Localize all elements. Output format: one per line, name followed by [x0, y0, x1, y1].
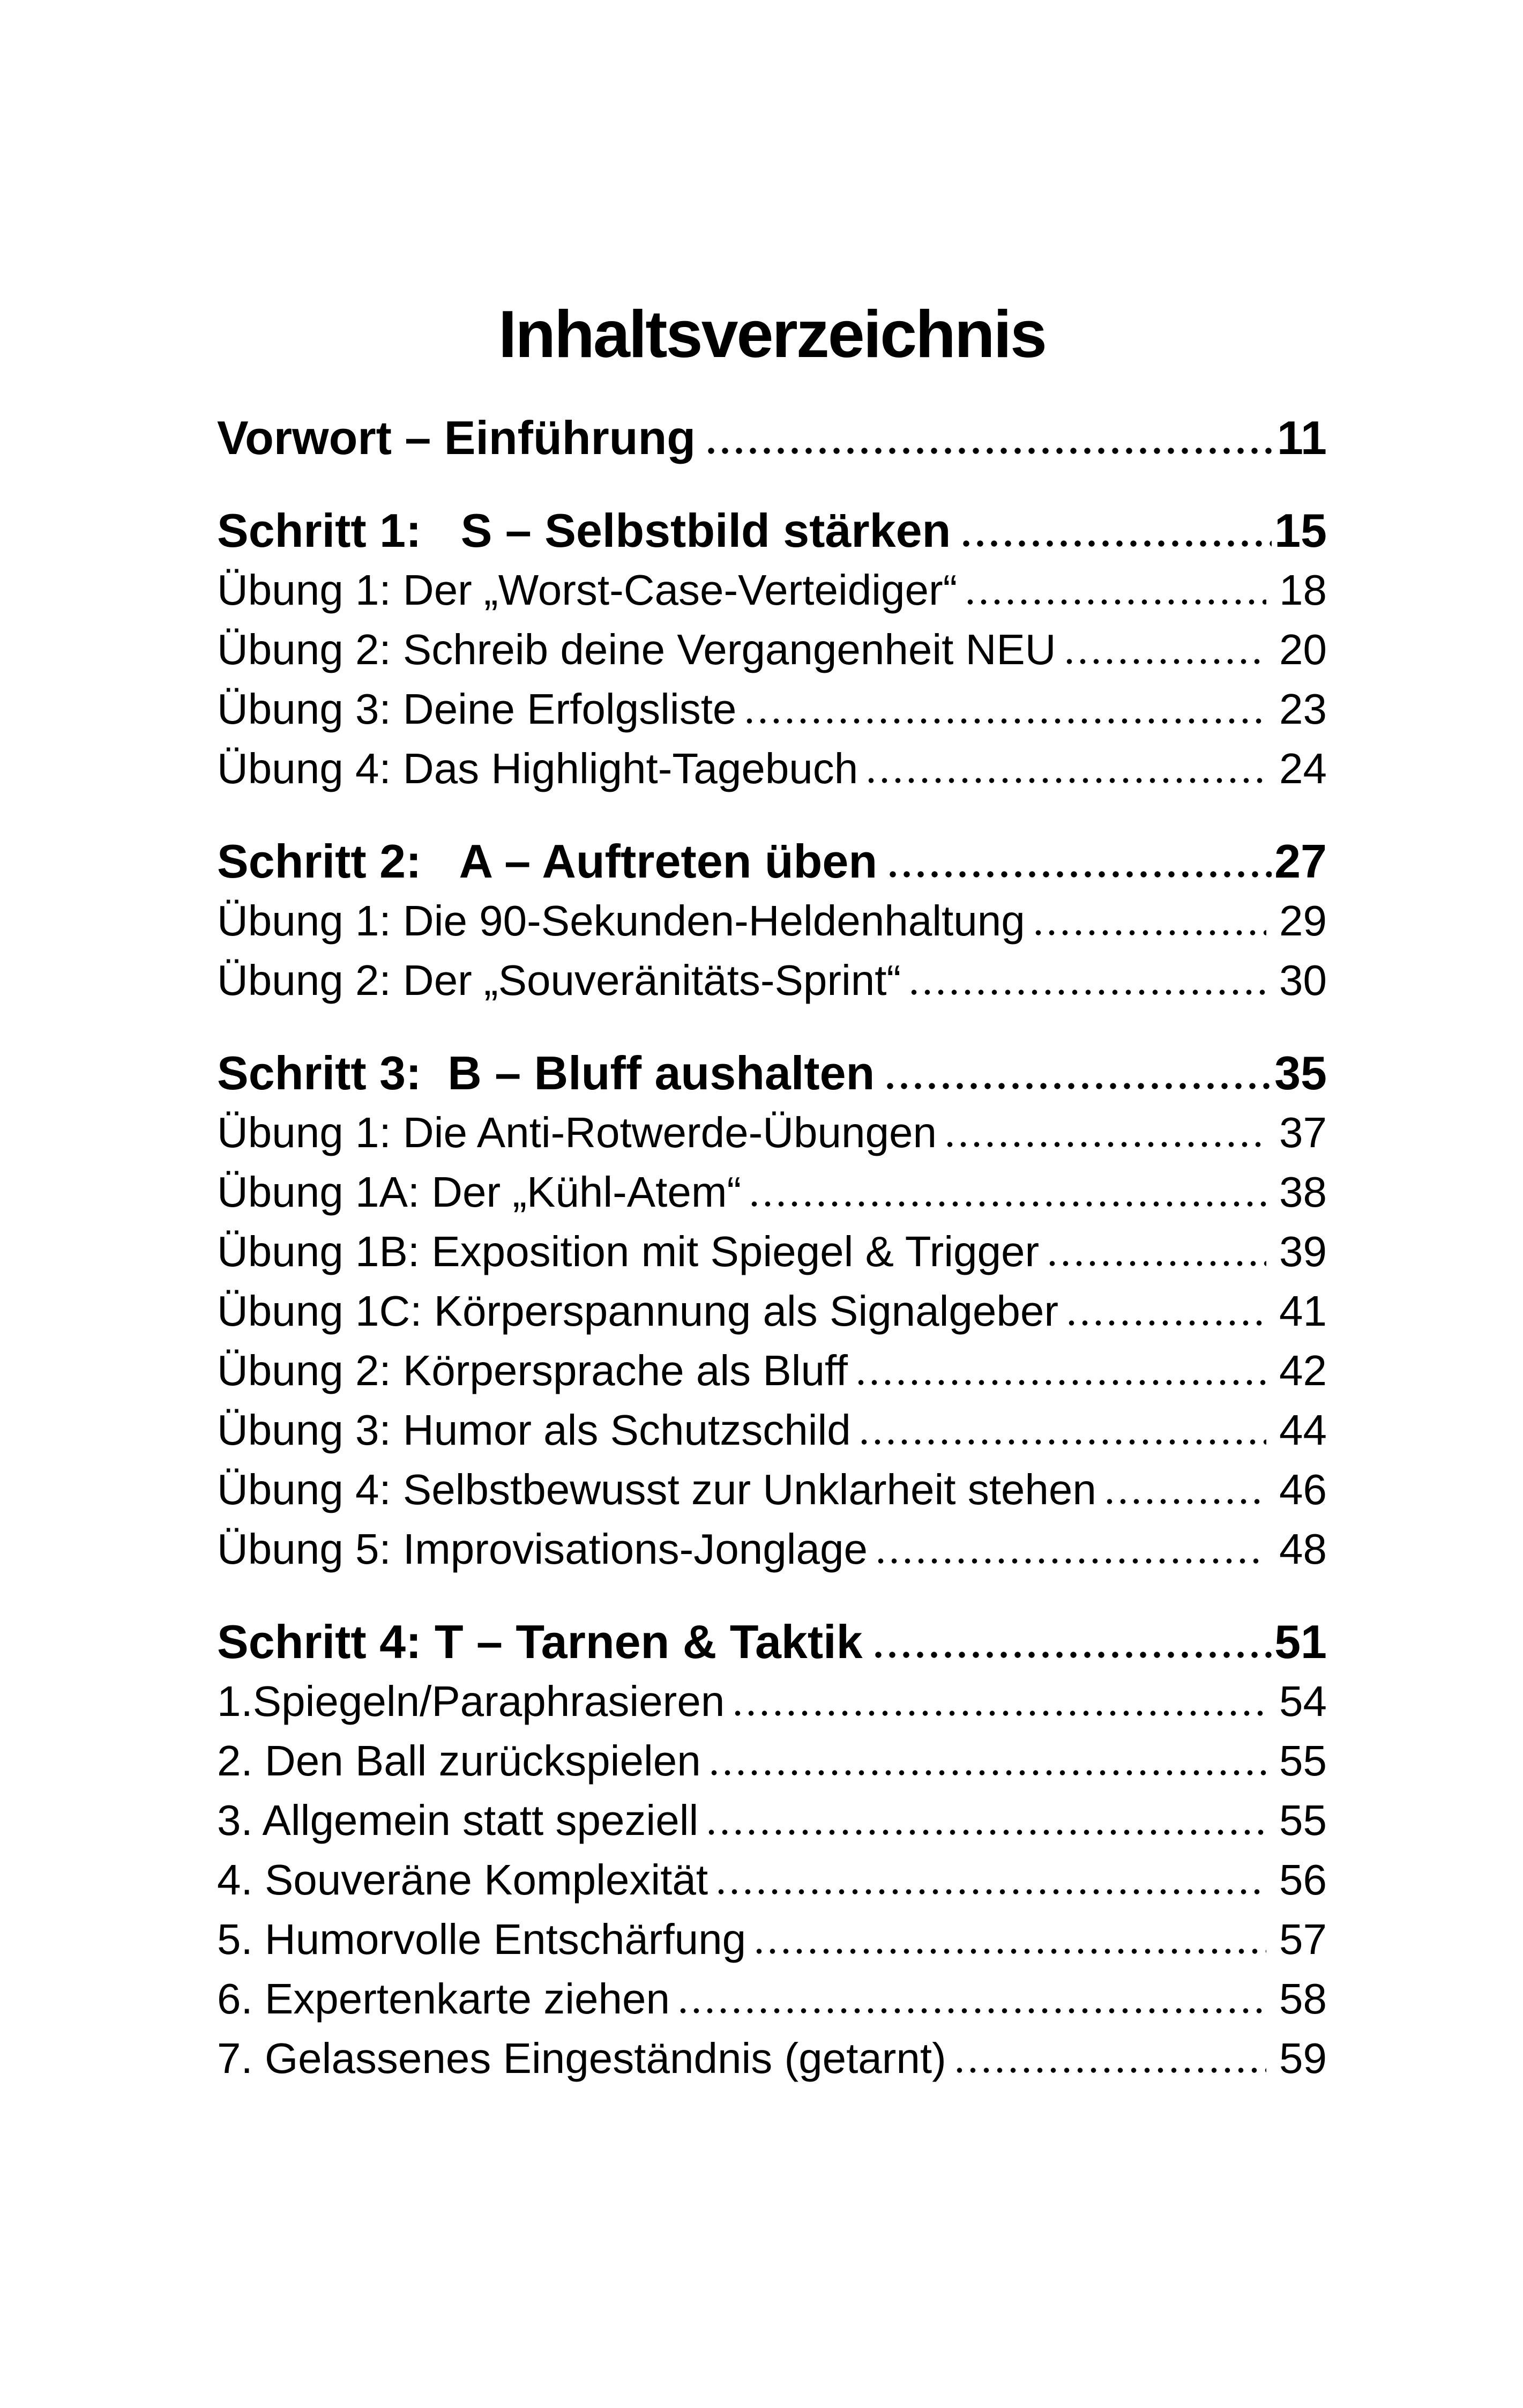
- toc-entry: [217, 1043, 1327, 1103]
- toc-leader-dots: [880, 1043, 1272, 1103]
- toc-entry: [217, 1731, 1327, 1790]
- toc-entry: [217, 679, 1327, 739]
- toc-entry: [217, 1909, 1327, 1969]
- toc-leader-dots: [1044, 1222, 1266, 1281]
- toc-leader-dots: [1102, 1460, 1266, 1519]
- toc-entry-label: 7. Gelassenes Eingeständnis (getarnt): [217, 2034, 946, 2082]
- toc-page-number: 51: [1274, 1615, 1327, 1668]
- toc-entry-label: Übung 2: Schreib deine Vergangenheit NEU: [217, 626, 1056, 673]
- toc-leader-dots: [742, 679, 1266, 739]
- toc-entry-label: Übung 2: Körpersprache als Bluff: [217, 1347, 848, 1394]
- toc-page-number: 38: [1279, 1168, 1327, 1216]
- toc-entry: [217, 1790, 1327, 1850]
- toc-entry-label: 2. Den Ball zurückspielen: [217, 1737, 701, 1785]
- toc-entry: [217, 2028, 1327, 2088]
- toc-entry-label: Übung 1: Der „Worst-Case-Verteidiger“: [217, 566, 958, 614]
- toc-entry: [217, 1222, 1327, 1281]
- toc-entry: [217, 560, 1327, 620]
- toc-entry: [217, 1850, 1327, 1909]
- toc-page-number: 54: [1279, 1677, 1327, 1725]
- toc-leader-dots: [956, 501, 1272, 560]
- toc-page-number: 27: [1274, 835, 1327, 888]
- toc-page-number: 18: [1279, 566, 1327, 614]
- toc-page-number: 24: [1279, 745, 1327, 792]
- toc-entry-label: Übung 4: Selbstbewusst zur Unklarheit stehen: [217, 1466, 1096, 1513]
- toc-entry-label: Übung 1C: Körperspannung als Signalgeber: [217, 1287, 1058, 1335]
- toc-entry-label: Übung 3: Humor als Schutzschild: [217, 1406, 851, 1454]
- toc-leader-dots: [883, 831, 1272, 891]
- toc-leader-dots: [751, 1909, 1266, 1969]
- toc-leader-dots: [853, 1341, 1266, 1400]
- toc-page-number: 37: [1279, 1109, 1327, 1156]
- toc-leader-dots: [942, 1103, 1266, 1162]
- toc-leader-dots: [730, 1671, 1266, 1731]
- toc-entry: [217, 620, 1327, 679]
- toc-page-number: 39: [1279, 1228, 1327, 1275]
- toc-page-number: 57: [1279, 1915, 1327, 1963]
- toc-entry: [217, 1400, 1327, 1460]
- toc-leader-dots: [863, 739, 1266, 798]
- toc-entry: [217, 739, 1327, 798]
- toc-page-number: 20: [1279, 626, 1327, 673]
- toc-page-number: 30: [1279, 956, 1327, 1004]
- toc-entry-label: Vorwort – Einführung: [217, 411, 696, 464]
- toc-entry-label: Übung 5: Improvisations-Jonglage: [217, 1525, 868, 1573]
- toc-leader-dots: [1062, 620, 1267, 679]
- toc-page-number: 42: [1279, 1347, 1327, 1394]
- page-title: Inhaltsverzeichnis: [498, 298, 1046, 371]
- toc-entry-label: 5. Humorvolle Entschärfung: [217, 1915, 746, 1963]
- toc-entry: [217, 1341, 1327, 1400]
- toc-leader-dots: [701, 408, 1274, 467]
- toc-entry-label: Schritt 4: T – Tarnen & Taktik: [217, 1615, 863, 1668]
- toc-page-number: 56: [1279, 1856, 1327, 1904]
- toc-page-number: 35: [1274, 1046, 1327, 1099]
- toc-entry-label: Übung 1B: Exposition mit Spiegel & Trigger: [217, 1228, 1040, 1275]
- toc-entry: [217, 501, 1327, 560]
- toc-entry-label: 3. Allgemein statt speziell: [217, 1796, 699, 1844]
- toc-leader-dots: [1031, 891, 1266, 950]
- toc-entry: [217, 1103, 1327, 1162]
- toc-leader-dots: [868, 1612, 1272, 1671]
- toc-page-number: 59: [1279, 2034, 1327, 2082]
- toc-leader-dots: [1064, 1281, 1266, 1341]
- toc-entry-label: Übung 1: Die Anti-Rotwerde-Übungen: [217, 1109, 937, 1156]
- toc-entry-label: Schritt 1: S – Selbstbild stärken: [217, 504, 951, 557]
- toc-entry-label: 6. Expertenkarte ziehen: [217, 1975, 670, 2023]
- toc-leader-dots: [704, 1790, 1266, 1850]
- toc-leader-dots: [746, 1162, 1266, 1222]
- toc-entry-label: Übung 3: Deine Erfolgsliste: [217, 685, 737, 733]
- toc-entry-label: Übung 1A: Der „Kühl-Atem“: [217, 1168, 742, 1216]
- toc-page-number: 23: [1279, 685, 1327, 733]
- toc-entry-label: Übung 2: Der „Souveränitäts-Sprint“: [217, 956, 901, 1004]
- toc-page-number: 55: [1279, 1796, 1327, 1844]
- toc-entry: [217, 1460, 1327, 1519]
- toc-leader-dots: [952, 2028, 1266, 2088]
- toc-entry: [217, 1519, 1327, 1579]
- toc-list: [217, 408, 1327, 2088]
- toc-entry: [217, 1612, 1327, 1671]
- toc-page-number: 11: [1276, 411, 1327, 464]
- toc-leader-dots: [675, 1969, 1266, 2028]
- toc-leader-dots: [706, 1731, 1266, 1790]
- toc-entry: [217, 408, 1327, 467]
- toc-entry-label: Schritt 2: A – Auftreten üben: [217, 835, 878, 888]
- toc-page-number: 55: [1279, 1737, 1327, 1785]
- toc-page-number: 48: [1279, 1525, 1327, 1573]
- toc-page-number: 41: [1279, 1287, 1327, 1335]
- toc-entry-label: Schritt 3: B – Bluff aushalten: [217, 1046, 875, 1099]
- toc-page-number: 58: [1279, 1975, 1327, 2023]
- toc-entry-label: 1.Spiegeln/Paraphrasieren: [217, 1677, 725, 1725]
- toc-entry: [217, 831, 1327, 891]
- toc-page-number: 46: [1279, 1466, 1327, 1513]
- toc-page-number: 15: [1274, 504, 1327, 557]
- toc-leader-dots: [962, 560, 1266, 620]
- toc-entry: [217, 891, 1327, 950]
- toc-entry: [217, 1162, 1327, 1222]
- toc-leader-dots: [713, 1850, 1266, 1909]
- toc-entry: [217, 1281, 1327, 1341]
- toc-entry: [217, 1671, 1327, 1731]
- toc-entry: [217, 950, 1327, 1010]
- toc-leader-dots: [873, 1519, 1266, 1579]
- toc-entry: [217, 1969, 1327, 2028]
- toc-entry-label: 4. Souveräne Komplexität: [217, 1856, 708, 1904]
- toc-page-number: 29: [1279, 897, 1327, 945]
- toc-entry-label: Übung 1: Die 90-Sekunden-Heldenhaltung: [217, 897, 1025, 945]
- toc-entry-label: Übung 4: Das Highlight-Tagebuch: [217, 745, 858, 792]
- toc-leader-dots: [906, 950, 1266, 1010]
- toc-leader-dots: [856, 1400, 1266, 1460]
- toc-page-number: 44: [1279, 1406, 1327, 1454]
